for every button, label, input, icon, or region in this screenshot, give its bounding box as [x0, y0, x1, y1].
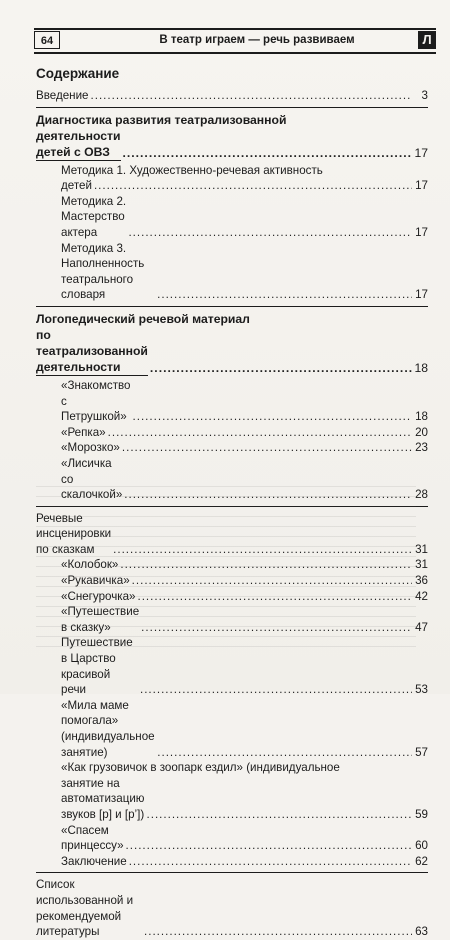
- toc-entry-page: 17: [415, 288, 428, 302]
- dot-leader: [122, 440, 412, 456]
- toc-entry-title: Методика 3. Наполненность театрального словаря: [61, 241, 145, 302]
- toc-entry-title-line2: детей: [61, 179, 92, 193]
- toc-entry-title-line2: деятельности детей с ОВЗ: [36, 128, 121, 159]
- toc-entry-page: 62: [415, 854, 428, 868]
- toc-heading: Содержание: [36, 66, 120, 81]
- toc-entry-page: 18: [414, 360, 428, 375]
- toc-entry-title: «Путешествие в сказку»: [61, 605, 140, 634]
- dot-leader: [126, 838, 412, 854]
- toc-entry-title-line1: Методика 1. Художественно-речевая активность: [61, 163, 323, 177]
- toc-entry-title: «Колобок»: [61, 558, 119, 572]
- toc-entry-page: 42: [415, 589, 428, 603]
- show-through-texture: [36, 480, 416, 650]
- toc-entry-truck: [36, 760, 428, 776]
- section-divider: [36, 872, 428, 873]
- dot-leader: [144, 924, 412, 940]
- dot-leader: [157, 745, 412, 761]
- toc-entry-speech-material-cont: [36, 327, 428, 376]
- toc-entry-page: 17: [414, 145, 428, 160]
- toc-entry-page: 31: [415, 558, 428, 572]
- toc-entry-literature: [36, 877, 428, 939]
- toc-entry-page: 31: [415, 542, 428, 556]
- toc-entry-title: «Лисичка со скалочкой»: [61, 456, 123, 502]
- toc-entry-title-line2: занятие на автоматизацию звуков [р] и [р’]): [61, 776, 145, 821]
- dot-leader: [94, 178, 412, 194]
- toc-entry-title: Заключение: [61, 854, 127, 868]
- toc-entry-title-line1: «Как грузовичок в зоопарк ездил» (индивидуальное: [61, 761, 340, 775]
- toc-entry-title: «Мила маме помогала» (индивидуальное занятие): [61, 698, 155, 759]
- toc-entry-title: Методика 2. Мастерство актера: [61, 194, 127, 239]
- toc-entry-title: Список использованной и рекомендуемой литературы: [36, 878, 134, 939]
- toc-entry-page: 60: [415, 839, 428, 853]
- dot-leader: [150, 360, 412, 376]
- toc-entry-title-line2: по театрализованной деятельности: [36, 327, 148, 374]
- dot-leader: [129, 854, 412, 870]
- toc-entry-morozko: [36, 440, 428, 456]
- toc-entry-title: «Морозко»: [61, 441, 120, 455]
- dot-leader: [91, 88, 413, 104]
- toc-entry-page: 3: [421, 89, 428, 102]
- toc-entry-method-1-cont: [36, 178, 428, 194]
- toc-entry-repka: [36, 425, 428, 441]
- toc-entry-page: 59: [415, 807, 428, 821]
- toc-entry-petrushka: [36, 378, 428, 425]
- toc-entry-title: Речевые инсценировки по сказкам: [36, 511, 112, 556]
- section-divider: [36, 306, 428, 307]
- toc-entry-page: 23: [415, 441, 428, 455]
- dot-leader: [157, 287, 412, 303]
- dot-leader: [133, 409, 412, 425]
- toc-entry-title: Введение: [36, 89, 89, 102]
- toc-entry-title-line1: Диагностика развития театрализованной: [36, 112, 287, 127]
- dot-leader: [147, 807, 413, 823]
- toc-entry-page: 28: [415, 488, 428, 502]
- toc-entry-title: «Репка»: [61, 425, 106, 439]
- toc-entry-page: 17: [415, 225, 428, 239]
- page-number: 64: [34, 31, 60, 49]
- toc-entry-intro: [36, 88, 428, 104]
- section-mark: Л: [418, 31, 436, 49]
- toc-entry-page: 20: [415, 425, 428, 439]
- toc-entry-page: 63: [415, 925, 428, 939]
- dot-leader: [128, 225, 412, 241]
- toc-entry-method-3: [36, 241, 428, 303]
- toc-entry-title: «Спасем принцессу»: [61, 823, 124, 853]
- dot-leader: [108, 425, 412, 441]
- toc-entry-princess: [36, 823, 428, 854]
- toc-entry-method-1: [36, 163, 428, 179]
- toc-entry-title: «Рукавичка»: [61, 574, 130, 588]
- toc-entry-page: 53: [415, 683, 428, 697]
- toc-entry-page: 17: [415, 179, 428, 193]
- toc-entry-speech-material: [36, 311, 428, 327]
- toc-entry-page: 36: [415, 574, 428, 588]
- toc-entry-page: 57: [415, 745, 428, 759]
- toc-entry-title: Путешествие в Царство красивой речи: [61, 636, 133, 697]
- running-title: В театр играем — речь развиваем: [159, 34, 355, 46]
- toc-entry-title: «Знакомство с Петрушкой»: [61, 378, 131, 424]
- section-divider: [36, 107, 428, 108]
- toc-entry-truck-cont: [36, 776, 428, 823]
- toc-entry-title-line1: Логопедический речевой материал: [36, 311, 250, 326]
- toc-entry-title: «Снегурочка»: [61, 589, 136, 603]
- running-header: [34, 28, 436, 54]
- toc-entry-method-2: [36, 194, 428, 241]
- toc-entry-conclusion: [36, 854, 428, 870]
- toc-entry-diagnostics-cont: [36, 128, 428, 161]
- toc-entry-mila: [36, 698, 428, 760]
- toc-entry-page: 18: [415, 410, 428, 424]
- dot-leader: [140, 682, 412, 698]
- dot-leader: [123, 145, 413, 161]
- toc-entry-diagnostics: [36, 112, 428, 128]
- toc-entry-page: 47: [415, 620, 428, 634]
